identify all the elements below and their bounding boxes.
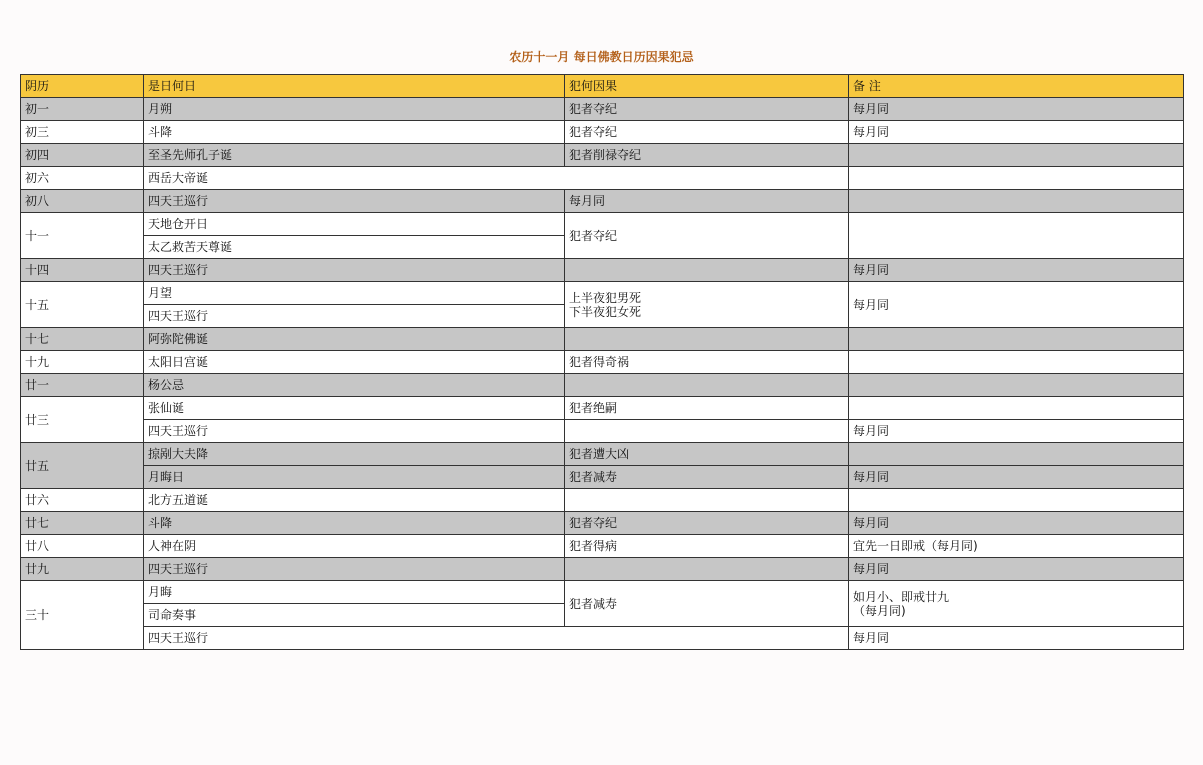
- karma-cell: 犯者得病: [565, 535, 849, 558]
- table-row: [21, 489, 1184, 512]
- table-row: [21, 328, 1184, 351]
- lunar-cell: 廿八: [21, 535, 144, 558]
- day-cell: 四天王巡行: [144, 190, 565, 213]
- note-cell: 每月同: [849, 121, 1184, 144]
- karma-cell: 犯者绝嗣: [565, 397, 849, 420]
- header-row: [21, 75, 1184, 98]
- day-cell: 张仙诞: [144, 397, 565, 420]
- note-cell: [849, 581, 1184, 627]
- note-cell: [849, 167, 1184, 190]
- page-title: 农历十一月 每日佛教日历因果犯忌: [509, 50, 694, 64]
- karma-cell: 每月同: [565, 190, 849, 213]
- lunar-cell: 十七: [21, 328, 144, 351]
- lunar-cell: 初一: [21, 98, 144, 121]
- note-cell: 每月同: [849, 282, 1184, 328]
- karma-cell: 犯者得奇祸: [565, 351, 849, 374]
- table-row: [21, 282, 1184, 305]
- note-cell: 每月同: [849, 420, 1184, 443]
- day-cell: 月朔: [144, 98, 565, 121]
- lunar-cell: 廿一: [21, 374, 144, 397]
- table-row: [21, 374, 1184, 397]
- table-row: [21, 627, 1184, 650]
- note-cell: [849, 351, 1184, 374]
- day-cell: 月晦: [144, 581, 565, 604]
- karma-cell: [565, 374, 849, 397]
- note-cell: [849, 443, 1184, 466]
- karma-line: 上半夜犯男死: [569, 290, 642, 305]
- day-cell: 太阳日宫诞: [144, 351, 565, 374]
- calendar-table: [20, 74, 1184, 650]
- day-cell: 斗降: [144, 512, 565, 535]
- karma-cell: 犯者减寿: [565, 466, 849, 489]
- karma-cell: 犯者削禄夺纪: [565, 144, 849, 167]
- karma-cell: 犯者夺纪: [565, 512, 849, 535]
- table-row: [21, 443, 1184, 466]
- lunar-cell: 廿七: [21, 512, 144, 535]
- day-cell: 司命奏事: [144, 604, 565, 627]
- table-row: [21, 190, 1184, 213]
- karma-line: 下半夜犯女死: [569, 304, 642, 319]
- lunar-cell: 初六: [21, 167, 144, 190]
- note-cell: [849, 374, 1184, 397]
- header-note: 备 注: [849, 75, 1184, 98]
- note-cell: [849, 328, 1184, 351]
- note-cell: 每月同: [849, 627, 1184, 650]
- day-cell: 西岳大帝诞: [144, 167, 849, 190]
- table-row: [21, 351, 1184, 374]
- karma-cell: 犯者夺纪: [565, 213, 849, 259]
- lunar-cell: 初三: [21, 121, 144, 144]
- header-karma: 犯何因果: [565, 75, 849, 98]
- karma-cell: [565, 282, 849, 328]
- header-day: 是日何日: [144, 75, 565, 98]
- note-cell: 每月同: [849, 558, 1184, 581]
- note-cell: 每月同: [849, 466, 1184, 489]
- note-cell: [849, 144, 1184, 167]
- table-row: [21, 144, 1184, 167]
- day-cell: 月望: [144, 282, 565, 305]
- lunar-cell: 十四: [21, 259, 144, 282]
- table-row: [21, 167, 1184, 190]
- day-cell: 四天王巡行: [144, 558, 565, 581]
- note-cell: 宜先一日即戒（每月同): [849, 535, 1184, 558]
- day-cell: 四天王巡行: [144, 305, 565, 328]
- table-row: [21, 397, 1184, 420]
- lunar-cell: 十九: [21, 351, 144, 374]
- lunar-cell: 廿六: [21, 489, 144, 512]
- day-cell: 月晦日: [144, 466, 565, 489]
- lunar-cell: 初四: [21, 144, 144, 167]
- table-row: [21, 558, 1184, 581]
- table-row: [21, 466, 1184, 489]
- table-row: [21, 98, 1184, 121]
- day-cell: 四天王巡行: [144, 259, 565, 282]
- note-cell: [849, 397, 1184, 420]
- day-cell: 四天王巡行: [144, 627, 849, 650]
- lunar-cell: 十一: [21, 213, 144, 259]
- note-line: （每月同): [853, 603, 906, 618]
- note-line: 如月小、即戒廿九: [853, 589, 950, 604]
- note-cell: 每月同: [849, 98, 1184, 121]
- karma-cell: [565, 420, 849, 443]
- table-row: [21, 512, 1184, 535]
- day-cell: 太乙救苦天尊诞: [144, 236, 565, 259]
- karma-cell: [565, 558, 849, 581]
- note-cell: 每月同: [849, 512, 1184, 535]
- table-row: [21, 581, 1184, 604]
- table-row: [21, 121, 1184, 144]
- karma-cell: [565, 259, 849, 282]
- lunar-cell: 三十: [21, 581, 144, 650]
- header-lunar: 阴历: [21, 75, 144, 98]
- lunar-cell: 廿五: [21, 443, 144, 489]
- lunar-cell: 廿三: [21, 397, 144, 443]
- karma-cell: 犯者夺纪: [565, 98, 849, 121]
- day-cell: 人神在阴: [144, 535, 565, 558]
- table-row: [21, 420, 1184, 443]
- karma-cell: [565, 489, 849, 512]
- table-row: [21, 213, 1184, 236]
- day-cell: 掠剐大夫降: [144, 443, 565, 466]
- karma-cell: 犯者减寿: [565, 581, 849, 627]
- lunar-cell: 廿九: [21, 558, 144, 581]
- day-cell: 阿弥陀佛诞: [144, 328, 565, 351]
- karma-cell: [565, 328, 849, 351]
- note-cell: [849, 213, 1184, 259]
- day-cell: 至圣先师孔子诞: [144, 144, 565, 167]
- karma-cell: 犯者夺纪: [565, 121, 849, 144]
- day-cell: 斗降: [144, 121, 565, 144]
- note-cell: 每月同: [849, 259, 1184, 282]
- day-cell: 杨公忌: [144, 374, 565, 397]
- day-cell: 北方五道诞: [144, 489, 565, 512]
- karma-cell: 犯者遭大凶: [565, 443, 849, 466]
- table-row: [21, 535, 1184, 558]
- day-cell: 天地仓开日: [144, 213, 565, 236]
- day-cell: 四天王巡行: [144, 420, 565, 443]
- table-row: [21, 259, 1184, 282]
- lunar-cell: 初八: [21, 190, 144, 213]
- note-cell: [849, 190, 1184, 213]
- note-cell: [849, 489, 1184, 512]
- lunar-cell: 十五: [21, 282, 144, 328]
